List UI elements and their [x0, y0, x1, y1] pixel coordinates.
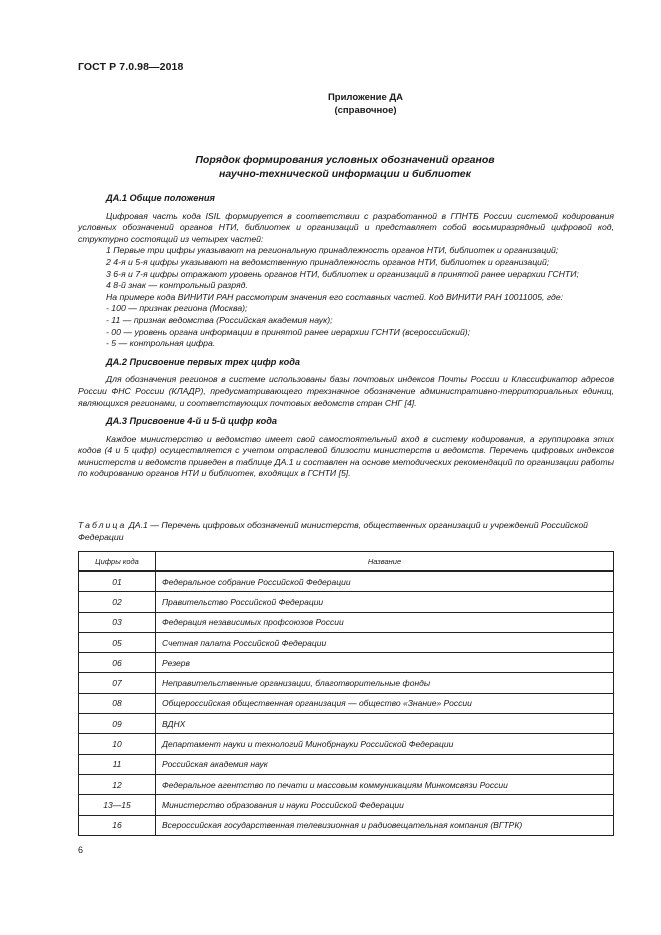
paragraph: Для обозначения регионов в системе использованы базы почтовых индексов Почты России и Классификатор адресов России ФНС России (КЛАДР), предусматривающего трехзначное обозначение административно-территориальных единиц, являющихся регионами, и соответствующих почтовых ведомств стран СНГ [4].: [78, 374, 614, 408]
main-title-line2: научно-технической информации и библиотек: [219, 168, 471, 180]
name-cell: Департамент науки и технологий Минобрнауки Российской Федерации: [156, 734, 614, 754]
code-cell: 09: [79, 714, 156, 734]
name-cell: Федеральное собрание Российской Федерации: [156, 571, 614, 592]
table-row: [79, 795, 614, 815]
table-row: [79, 571, 614, 592]
paragraph: На примере кода ВИНИТИ РАН рассмотрим значения его составных частей. Код ВИНИТИ РАН 10011005, где:: [106, 291, 564, 302]
name-cell: Общероссийская общественная организация — общество «Знание» России: [156, 693, 614, 713]
table-row: [79, 754, 614, 774]
table-caption-label: Таблица: [78, 520, 127, 530]
list-item: 3 6-я и 7-я цифры отражают уровень органов НТИ, библиотек и организаций в принятой ранее иерархии ГСНТИ;: [106, 268, 579, 279]
name-cell: Счетная палата Российской Федерации: [156, 632, 614, 652]
code-cell: 02: [79, 592, 156, 612]
list-item: 4 8-й знак — контрольный разряд.: [106, 280, 248, 291]
table-row: [79, 592, 614, 612]
table-row: [79, 734, 614, 754]
body-text: [78, 191, 614, 480]
table-row: [79, 632, 614, 652]
main-title: [80, 153, 610, 181]
name-cell: Российская академия наук: [156, 754, 614, 774]
code-cell: 08: [79, 693, 156, 713]
table-row: [79, 815, 614, 835]
table-row: [79, 774, 614, 794]
name-cell: Резерв: [156, 653, 614, 673]
codes-table: [78, 551, 614, 836]
code-cell: 01: [79, 571, 156, 592]
code-cell: 16: [79, 815, 156, 835]
table-row: [79, 653, 614, 673]
code-cell: 03: [79, 612, 156, 632]
table-row: [79, 612, 614, 632]
table-row: [79, 693, 614, 713]
name-cell: ВДНХ: [156, 714, 614, 734]
list-item: 1 Первые три цифры указывают на региональную принадлежность органов НТИ, библиотек и организаций;: [106, 245, 559, 256]
code-cell: 12: [79, 774, 156, 794]
standard-header: ГОСТ Р 7.0.98—2018: [78, 61, 184, 73]
dash-item: - 100 — признак региона (Москва);: [106, 303, 248, 314]
column-header-code: Цифры кода: [79, 552, 156, 572]
name-cell: Федеральное агентство по печати и массовым коммуникациям Минкомсвязи России: [156, 774, 614, 794]
column-header-name: Название: [156, 552, 614, 572]
code-cell: 10: [79, 734, 156, 754]
table-row: [79, 714, 614, 734]
section-heading-da3: ДА.3 Присвоение 4-й и 5-й цифр кода: [106, 416, 278, 427]
code-cell: 06: [79, 653, 156, 673]
name-cell: Неправительственные организации, благотворительные фонды: [156, 673, 614, 693]
code-cell: 13—15: [79, 795, 156, 815]
dash-item: - 11 — признак ведомства (Российская академия наук);: [106, 314, 333, 325]
list-item: 2 4-я и 5-я цифры указывают на ведомственную принадлежность органов НТИ, библиотек и организаций;: [106, 256, 550, 267]
appendix-subtitle: (справочное): [334, 104, 397, 116]
appendix-heading: [0, 92, 661, 117]
table-row: [79, 673, 614, 693]
page-number: 6: [78, 845, 84, 855]
section-heading-da1: ДА.1 Общие положения: [106, 193, 215, 203]
table-caption-text: ДА.1 — Перечень цифровых обозначений министерств, общественных организаций и учреждений Российской Федерации: [78, 520, 588, 542]
code-cell: 05: [79, 632, 156, 652]
dash-item: - 00 — уровень органа информации в принятой ранее иерархии ГСНТИ (всероссийский);: [106, 326, 471, 337]
section-heading-da2: ДА.2 Присвоение первых трех цифр кода: [106, 356, 301, 367]
dash-item: - 5 — контрольная цифра.: [106, 338, 216, 349]
table-caption: [78, 520, 614, 543]
paragraph: Каждое министерство и ведомство имеет свой самостоятельный вход в систему кодирования, а группировка этих кодов (4 и 5 цифр) осуществляется с учетом отраслевой близости министерств и ведомств. Перечень цифровых индексов министерств и ведомств приведен в таблице ДА.1 и составлен на основе методических рекомендаций по организации работы по кодированию органов НТИ и библиотек, входящих в ГСНТИ [5].: [78, 433, 614, 479]
code-cell: 11: [79, 754, 156, 774]
name-cell: Правительство Российской Федерации: [156, 592, 614, 612]
paragraph: Цифровая часть кода ISIL формируется в соответствии с разработанной в ГПНТБ России системой кодирования условных обозначений органов НТИ, библиотек и организаций и представляет собой восьмиразрядный цифровой код, структурно состоящий из четырех частей:: [78, 210, 614, 244]
table-header-row: [79, 552, 614, 572]
main-title-line1: Порядок формирования условных обозначений органов: [195, 154, 495, 166]
code-cell: 07: [79, 673, 156, 693]
name-cell: Всероссийская государственная телевизионная и радиовещательная компания (ВГТРК): [156, 815, 614, 835]
name-cell: Министерство образования и науки Российской Федерации: [156, 795, 614, 815]
name-cell: Федерация независимых профсоюзов России: [156, 612, 614, 632]
appendix-title: Приложение ДА: [327, 92, 404, 103]
